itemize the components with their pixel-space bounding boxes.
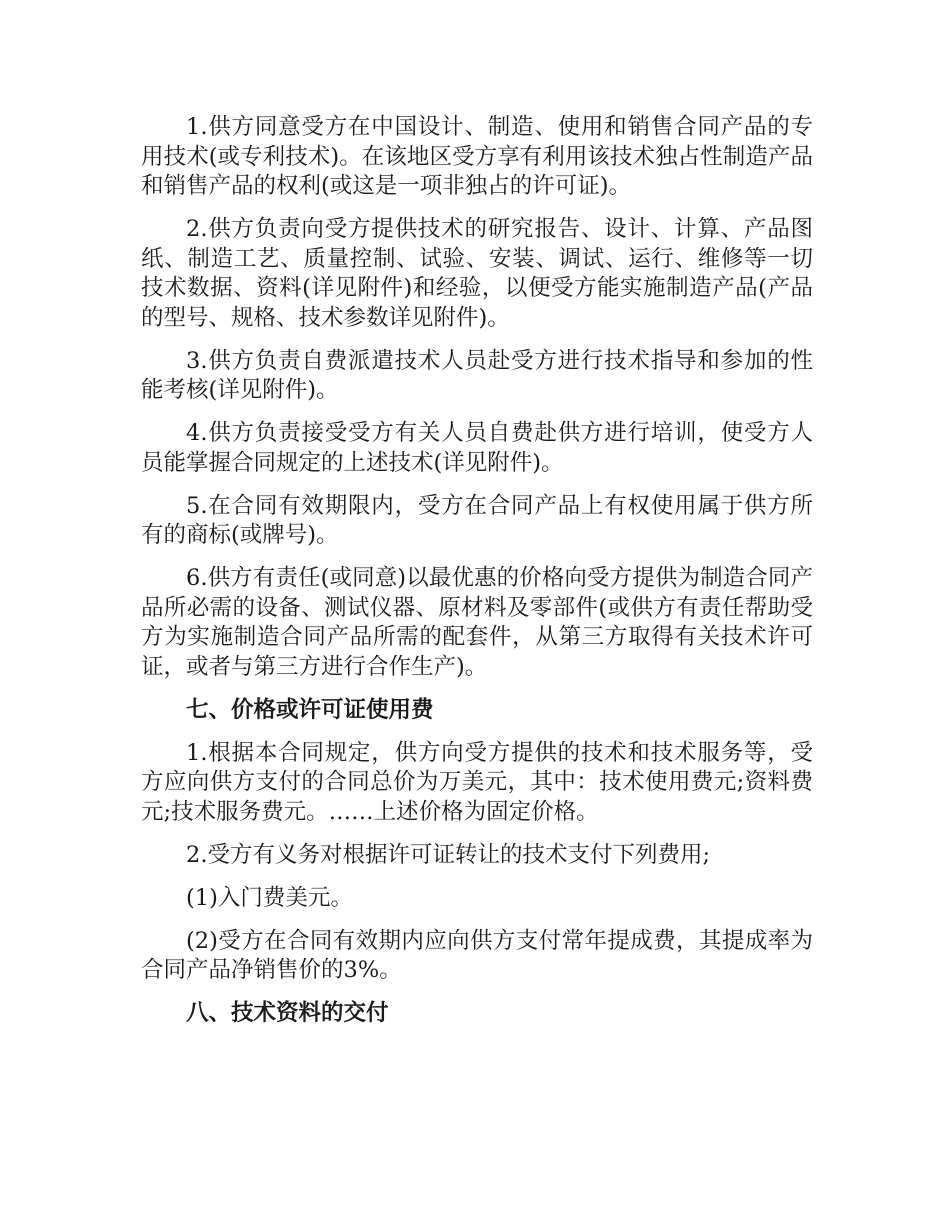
clause-paragraph: 4.供方负责接受受方有关人员自费赴供方进行培训，使受方人员能掌握合同规定的上述技术(详见附件)。 [141, 420, 813, 476]
clause-paragraph: 3.供方负责自费派遣技术人员赴受方进行技术指导和参加的性能考核(详见附件)。 [141, 347, 813, 403]
clause-paragraph: 5.在合同有效期限内，受方在合同产品上有权使用属于供方所有的商标(或牌号)。 [141, 492, 813, 548]
clause-paragraph: 2.供方负责向受方提供技术的研究报告、设计、计算、产品图纸、制造工艺、质量控制、试验、安装、调试、运行、维修等一切技术数据、资料(详见附件)和经验，以便受方能实施制造产品(产品的型号、规格、技术参数详见附件)。 [141, 216, 813, 331]
section-heading: 八、技术资料的交付 [186, 1000, 389, 1026]
clause-paragraph: 1.供方同意受方在中国设计、制造、使用和销售合同产品的专用技术(或专利技术)。在该地区受方享有利用该技术独占性制造产品和销售产品的权利(或这是一项非独占的许可证)。 [141, 114, 813, 199]
clause-paragraph: 2.受方有义务对根据许可证转让的技术支付下列费用; [186, 841, 711, 868]
clause-paragraph: (2)受方在合同有效期内应向供方支付常年提成费，其提成率为合同产品净销售价的3%。 [141, 927, 813, 983]
clause-paragraph: 6.供方有责任(或同意)以最优惠的价格向受方提供为制造合同产品所必需的设备、测试仪器、原材料及零部件(或供方有责任帮助受方为实施制造合同产品所需的配套件，从第三方取得有关技术许可证，或者与第三方进行合作生产)。 [141, 565, 813, 680]
clause-paragraph: 1.根据本合同规定，供方向受方提供的技术和技术服务等，受方应向供方支付的合同总价为万美元，其中：技术使用费元;资料费元;技术服务费元。……上述价格为固定价格。 [141, 739, 813, 825]
clause-paragraph: (1)入门费美元。 [186, 884, 353, 911]
section-heading: 七、价格或许可证使用费 [186, 696, 434, 723]
document-body [141, 113, 813, 1042]
